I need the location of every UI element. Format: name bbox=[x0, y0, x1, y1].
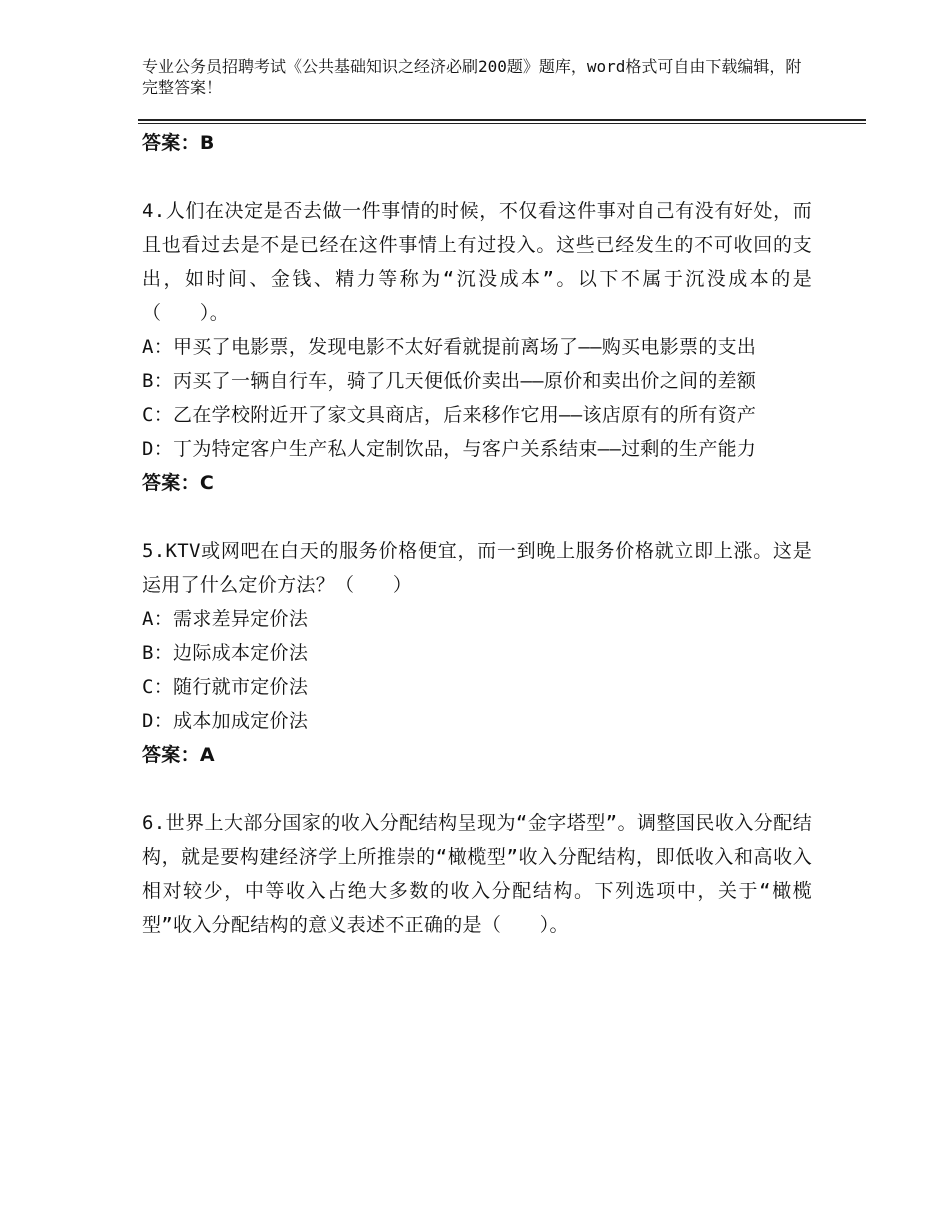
question-stem: 4.人们在决定是否去做一件事情的时候，不仅看这件事对自己有没有好处，而且也看过去是不是已经在这件事情上有过投入。这些已经发生的不可收回的支出，如时间、金钱、精力等称为“沉没成本”。以下不属于沉没成本的是（ ）。 bbox=[142, 200, 812, 324]
option-a: A：甲买了电影票，发现电影不太好看就提前离场了——购买电影票的支出 bbox=[142, 336, 757, 358]
option-c: C：乙在学校附近开了家文具商店，后来移作它用——该店原有的所有资产 bbox=[142, 404, 757, 426]
answer: 答案：C bbox=[142, 472, 215, 494]
question-6 bbox=[142, 806, 812, 942]
document-body bbox=[142, 126, 812, 942]
option-d: D：丁为特定客户生产私人定制饮品，与客户关系结束——过剩的生产能力 bbox=[142, 438, 757, 460]
option-d: D：成本加成定价法 bbox=[142, 710, 309, 732]
option-c: C：随行就市定价法 bbox=[142, 676, 309, 698]
question-4 bbox=[142, 194, 812, 500]
question-stem: 6.世界上大部分国家的收入分配结构呈现为“金字塔型”。调整国民收入分配结构，就是要构建经济学上所推崇的“橄榄型”收入分配结构，即低收入和高收入相对较少，中等收入占绝大多数的收入分配结构。下列选项中，关于“橄榄型”收入分配结构的意义表述不正确的是（ ）。 bbox=[142, 812, 812, 936]
question-stem: 5.KTV或网吧在白天的服务价格便宜，而一到晚上服务价格就立即上涨。这是运用了什么定价方法？（ ） bbox=[142, 540, 812, 596]
question-5 bbox=[142, 534, 812, 772]
header-divider bbox=[138, 119, 866, 124]
option-a: A：需求差异定价法 bbox=[142, 608, 309, 630]
option-b: B：边际成本定价法 bbox=[142, 642, 309, 664]
answer: 答案：A bbox=[142, 744, 215, 766]
option-b: B：丙买了一辆自行车，骑了几天便低价卖出——原价和卖出价之间的差额 bbox=[142, 370, 757, 392]
answer-previous: 答案：B bbox=[142, 132, 215, 154]
page-header: 专业公务员招聘考试《公共基础知识之经济必刷200题》题库，word格式可自由下载编辑，附完整答案！ bbox=[142, 57, 802, 97]
